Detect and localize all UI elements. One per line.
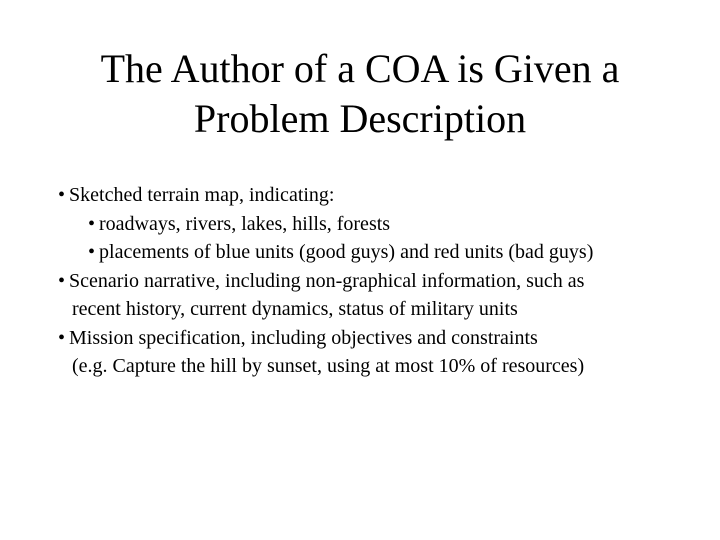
sub-bullet-text: roadways, rivers, lakes, hills, forests [99,212,391,235]
sub-bullet-item-unit-placements [58,238,708,267]
bullet-text: Mission specification, including objectives and constraints [69,326,538,349]
bullet-continuation-text: (e.g. Capture the hill by sunset, using at most 10% of resources) [72,355,585,377]
slide-title-line-1: The Author of a COA is Given a [100,46,620,91]
slide-title [20,44,700,144]
sub-bullet-item-terrain-features [58,210,708,239]
bullet-continuation-mission-specification [58,352,708,381]
bullet-icon: • [58,269,66,292]
bullet-text: Sketched terrain map, indicating: [69,184,335,206]
bullet-icon: • [58,326,66,349]
bullet-icon: • [88,212,96,235]
bullet-item-terrain-map [58,181,708,210]
bullet-icon: • [58,184,66,206]
bullet-item-scenario-narrative [58,267,708,296]
slide-title-line-2: Problem Description [193,96,527,141]
bullet-icon: • [88,241,96,263]
bullet-continuation-text: recent history, current dynamics, status of military units [72,298,518,320]
bullet-item-mission-specification [58,324,708,353]
sub-bullet-text: placements of blue units (good guys) and red units (bad guys) [99,241,594,263]
slide-body [58,181,708,381]
bullet-text: Scenario narrative, including non-graphical information, such as [69,269,585,292]
bullet-continuation-scenario-narrative [58,295,708,324]
